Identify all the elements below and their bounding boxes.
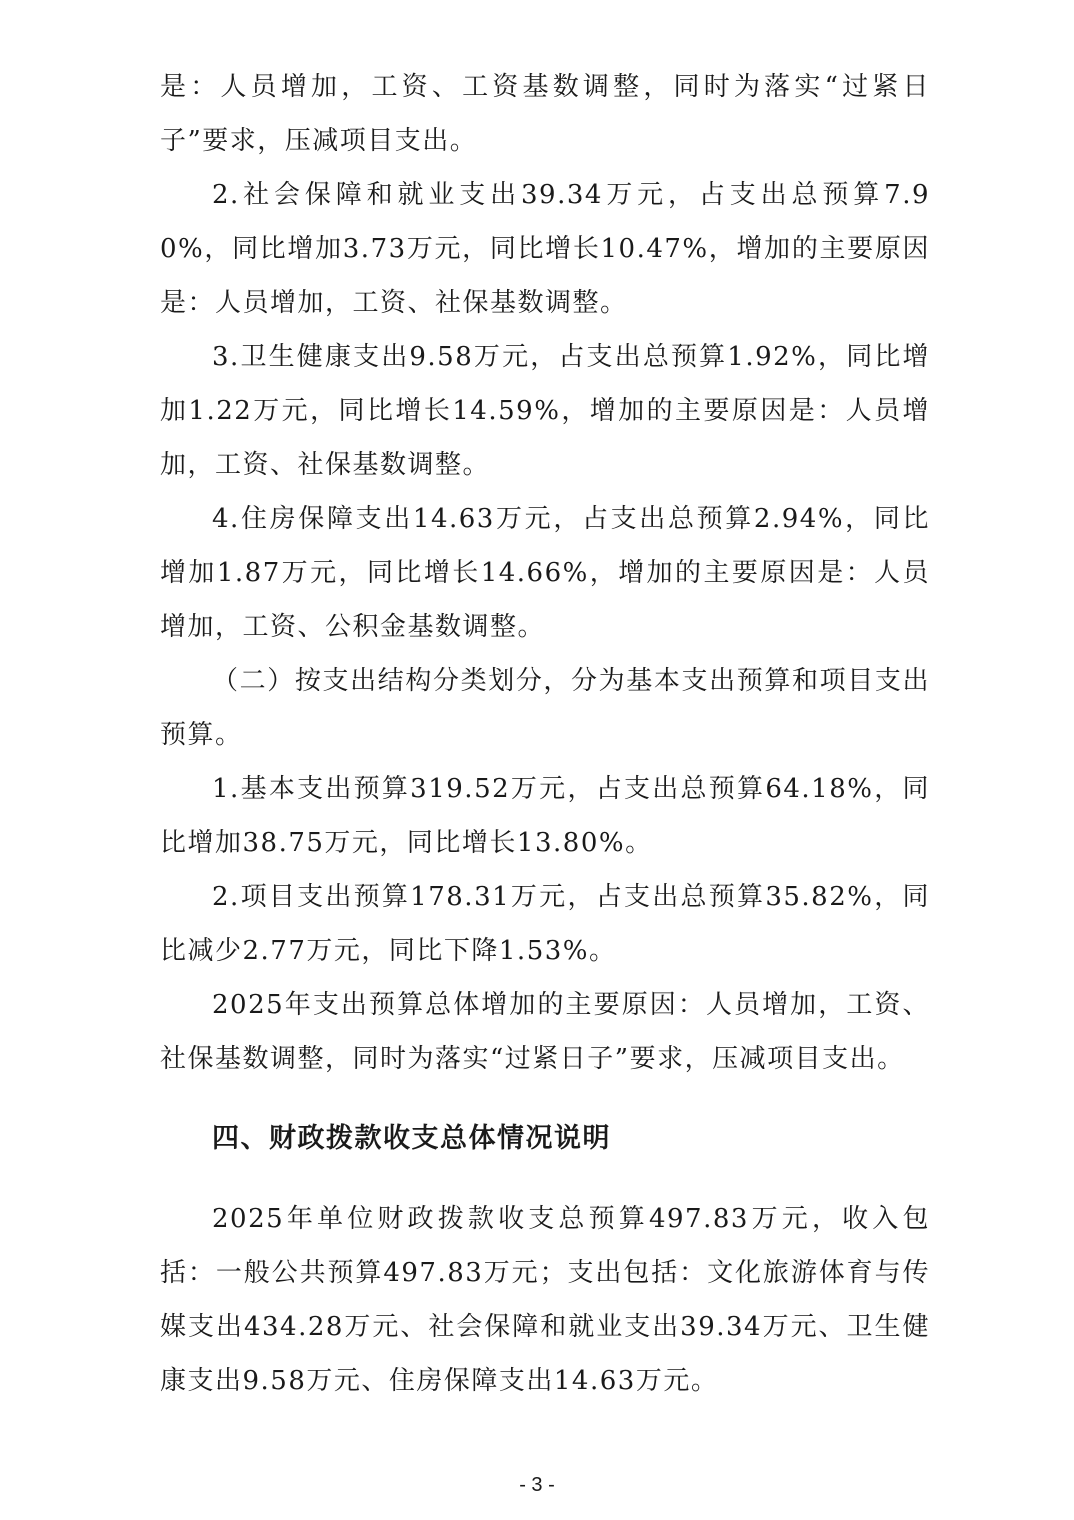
section-heading: 四、财政拨款收支总体情况说明 (212, 1123, 611, 1154)
paragraph-overall-reason: 2025年支出预算总体增加的主要原因：人员增加，工资、社保基数调整，同时为落实“过紧日子”要求，压减项目支出。 (160, 990, 930, 1074)
paragraph-health: 3.卫生健康支出9.58万元，占支出总预算1.92%，同比增加1.22万元，同比增长14.59%，增加的主要原因是：人员增加，工资、社保基数调整。 (160, 342, 930, 480)
paragraph-project-expenditure: 2.项目支出预算178.31万元，占支出总预算35.82%，同比减少2.77万元，同比下降1.53%。 (160, 882, 930, 966)
paragraph-fiscal-summary: 2025年单位财政拨款收支总预算497.83万元，收入包括：一般公共预算497.83万元；支出包括：文化旅游体育与传媒支出434.28万元、社会保障和就业支出39.34万元、卫生健康支出9.58万元、住房保障支出14.63万元。 (160, 1204, 930, 1396)
paragraph-structure-classification: （二）按支出结构分类划分，分为基本支出预算和项目支出预算。 (160, 666, 930, 750)
paragraph-housing: 4.住房保障支出14.63万元，占支出总预算2.94%，同比增加1.87万元，同比增长14.66%，增加的主要原因是：人员增加，工资、公积金基数调整。 (160, 504, 930, 642)
paragraph-continuation: 是：人员增加，工资、工资基数调整，同时为落实“过紧日子”要求，压减项目支出。 (160, 72, 930, 156)
document-page (160, 60, 930, 1408)
paragraph-basic-expenditure: 1.基本支出预算319.52万元，占支出总预算64.18%，同比增加38.75万元，同比增长13.80%。 (160, 774, 930, 858)
paragraph-social-security: 2.社会保障和就业支出39.34万元，占支出总预算7.90%，同比增加3.73万元，同比增长10.47%，增加的主要原因是：人员增加，工资、社保基数调整。 (160, 180, 930, 318)
page-number: - 3 - (519, 1474, 555, 1496)
